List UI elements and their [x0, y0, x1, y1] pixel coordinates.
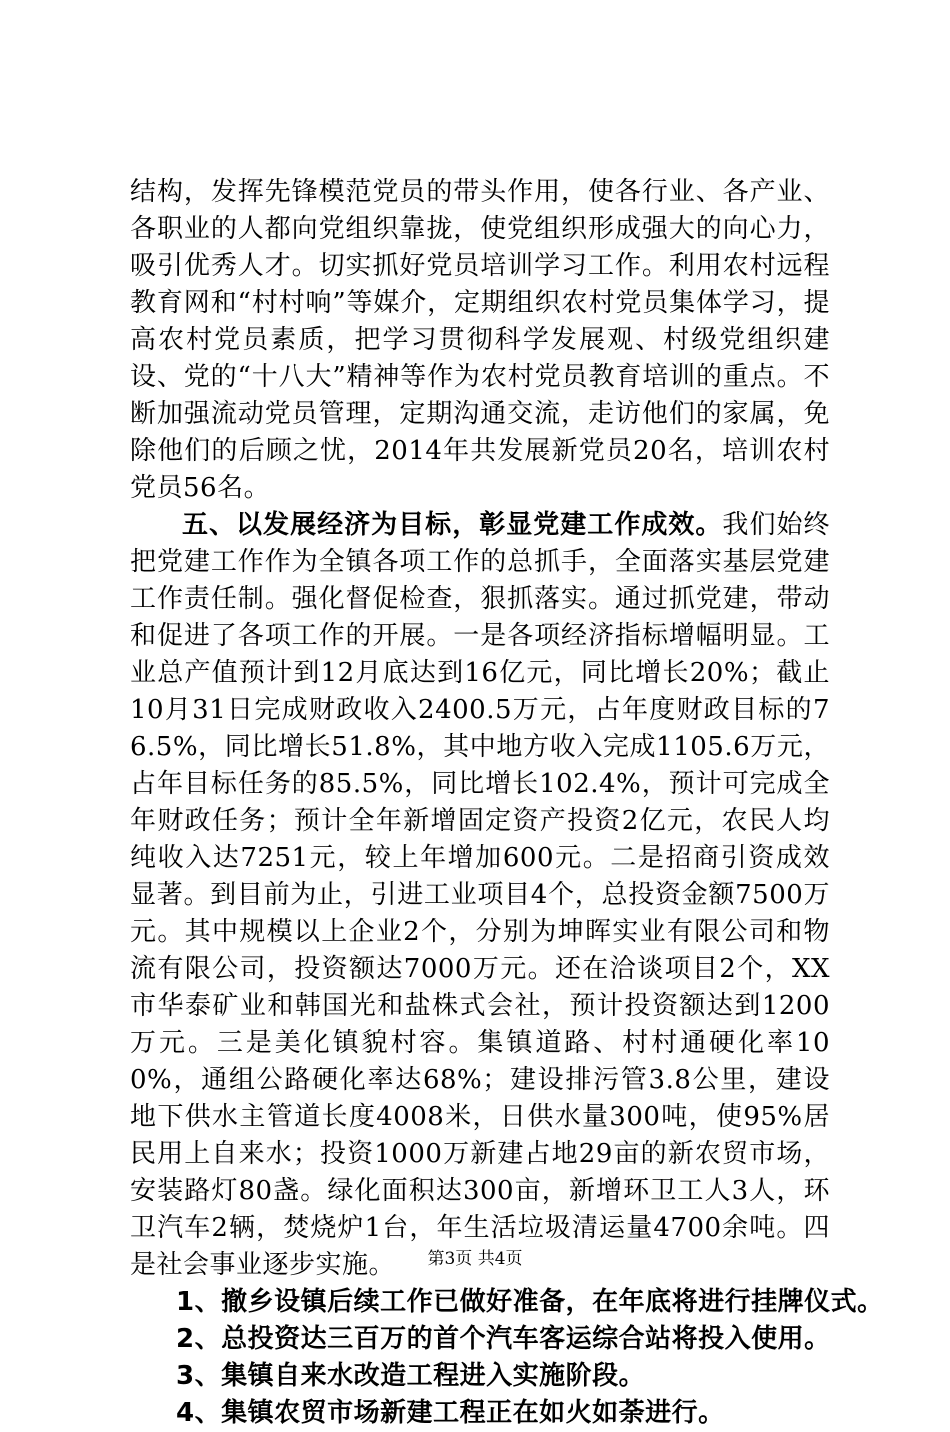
section-five-heading: 五、以发展经济为目标，彰显党建工作成效。 — [182, 510, 723, 540]
list-item: 3、集镇自来水改造工程进入实施阶段。 — [176, 1361, 646, 1391]
list-item: 2、总投资达三百万的首个汽车客运综合站将投入使用。 — [176, 1324, 831, 1354]
list-item: 1、撤乡设镇后续工作已做好准备，在年底将进行挂牌仪式。 — [176, 1287, 884, 1317]
page-footer: 第3页 共4页 — [427, 1249, 523, 1269]
paragraph-continued: 结构，发挥先锋模范党员的带头作用，使各行业、各产业、各职业的人都向党组织靠拢，使党组织形成强大的向心力，吸引优秀人才。切实抓好党员培训学习工作。利用农村远程教育网和“村村响”等媒介，定期组织农村党员集体学习，提高农村党员素质，把学习贯彻科学发展观、村级党组织建设、党的“十八大”精神等作为农村党员教育培训的重点。不断加强流动党员管理，定期沟通交流，走访他们的家属，免除他们的后顾之忧，2014年共发展新党员20名，培训农村党员56名。 — [130, 177, 830, 503]
list-item: 4、集镇农贸市场新建工程正在如火如荼进行。 — [176, 1398, 725, 1428]
achievement-list — [130, 1284, 884, 1432]
section-five-body: 我们始终把党建工作作为全镇各项工作的总抓手，全面落实基层党建工作责任制。强化督促检查，狠抓落实。通过抓党建，带动和促进了各项工作的开展。一是各项经济指标增幅明显。工业总产值预计到12月底达到16亿元，同比增长20%；截止10月31日完成财政收入2400.5万元，占年度财政目标的76.5%，同比增长51.8%，其中地方收入完成1105.6万元，占年目标任务的85.5%，同比增长102.4%，预计可完成全年财政任务；预计全年新增固定资产投资2亿元，农民人均纯收入达7251元，较上年增加600元。二是招商引资成效显著。到目前为止，引进工业项目4个，总投资金额7500万元。其中规模以上企业2个，分别为坤晖实业有限公司和物流有限公司，投资额达7000万元。还在洽谈项目2个，XX市华泰矿业和韩国光和盐株式会社，预计投资额达到1200万元。三是美化镇貌村容。集镇道路、村村通硬化率100%，通组公路硬化率达68%；建设排污管3.8公里，建设地下供水主管道长度4008米，日供水量300吨，使95%居民用上自来水；投资1000万新建占地29亩的新农贸市场，安装路灯80盏。绿化面积达300亩，新增环卫工人3人，环卫汽车2辆，焚烧炉1台，年生活垃圾清运量4700余吨。四是社会事业逐步实施。 — [130, 510, 830, 1280]
paragraph-section-five — [130, 507, 830, 1284]
